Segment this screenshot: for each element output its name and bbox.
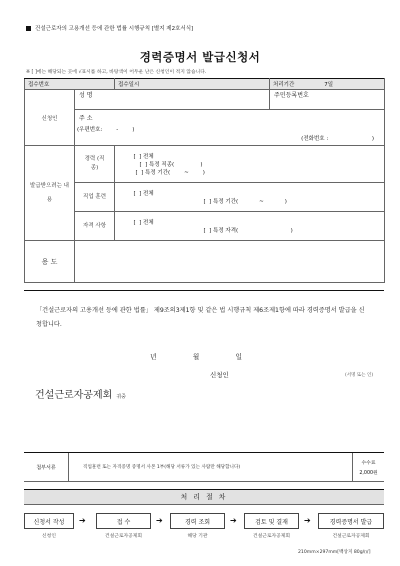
arrow-right-icon: ➔ — [230, 516, 237, 525]
license-options — [115, 212, 385, 241]
name-field[interactable]: 성 명 — [75, 90, 270, 110]
training-options — [115, 183, 385, 212]
issuance-section-label: 발급받으려는 내용 — [25, 146, 75, 241]
application-form-table — [24, 78, 385, 283]
signature-note: (서명 또는 인) — [345, 373, 374, 378]
receipt-number-cell: 접수번호 — [25, 79, 115, 90]
career-all-checkbox[interactable]: [ ] 전체 — [133, 154, 154, 160]
form-header — [26, 24, 193, 32]
career-job-checkbox[interactable]: [ ] 특정 직종( ) — [139, 162, 203, 168]
arrow-right-icon: ➔ — [79, 516, 86, 525]
attachments-label: 첨부서류 — [36, 464, 56, 471]
page-title: 경력증명서 발급신청서 — [139, 50, 261, 64]
processing-period-cell: 처리기간 7일 — [270, 79, 385, 90]
attachments-fee-row — [24, 452, 384, 482]
application-statement: 「건설근로자의 고용개선 등에 관한 법률」 제9조의3제1항 및 같은 법 시행규칙 제6조제1항에 따라 경력증명서 발급을 신청합니다. — [36, 307, 365, 328]
step-receipt: 접 수 — [96, 513, 151, 529]
paper-spec: 210mm×297mm[백상지 80g/㎡] — [298, 550, 371, 555]
step-career-inquiry: 경력 조회 — [170, 513, 225, 529]
square-bullet-icon — [26, 26, 31, 31]
actor-label: 건설근로자공제회 — [104, 534, 143, 539]
license-all-checkbox[interactable]: [ ] 전체 — [133, 220, 154, 226]
career-period-checkbox[interactable]: [ ] 특정 기간( ~ ) — [135, 170, 205, 176]
header-text: 건설근로자의 고용개선 등에 관한 법률 시행규칙 [별지 제2호서식] — [35, 26, 194, 32]
procedure-title: 처 리 절 차 — [24, 489, 384, 505]
step-write-application: 신청서 작성 — [24, 513, 74, 529]
applicant-sign-label: 신청인 — [210, 371, 229, 379]
license-label: 자격 사항 — [75, 212, 115, 241]
body-divider — [24, 290, 384, 291]
training-period-checkbox[interactable]: [ ] 특정 기간( ~ ) — [203, 199, 287, 205]
fee-cell: 수수료 2,000원 — [359, 461, 378, 476]
license-specific-checkbox[interactable]: [ ] 특정 자격( ) — [203, 228, 293, 234]
step-review-approval: 검토 및 결재 — [244, 513, 299, 529]
actor-label: 해당 기관 — [187, 534, 208, 539]
recipient: 건설근로자공제회 귀중 — [35, 390, 126, 401]
resident-number-field[interactable]: 주민등록번호 — [270, 90, 385, 110]
actor-label: 건설근로자공제회 — [332, 534, 370, 539]
actor-label: 신청인 — [42, 534, 56, 539]
step-issue-certificate: 경력증명서 발급 — [318, 513, 384, 529]
date-line: 년 월 일 — [150, 353, 243, 361]
career-options — [115, 146, 385, 183]
purpose-field[interactable] — [75, 241, 385, 283]
training-all-checkbox[interactable]: [ ] 전체 — [133, 191, 154, 197]
arrow-right-icon: ➔ — [156, 516, 163, 525]
form-note: ※ [ ]에는 해당되는 곳에 √표시를 하고, 바탕색이 어두운 난은 신청인이 적지 않습니다. — [26, 70, 207, 75]
attachments-text: 직업훈련 또는 자격증명 증명서 사본 1부(해당 서류가 있는 사람만 해당합니다) — [68, 453, 353, 481]
purpose-label: 용 도 — [25, 241, 75, 283]
arrow-right-icon: ➔ — [304, 516, 311, 525]
training-label: 직업 훈련 — [75, 183, 115, 212]
career-label: 경력 (직종) — [75, 146, 115, 183]
applicant-section-label: 신청인 — [25, 90, 75, 146]
receipt-date-cell: 접수일시 — [115, 79, 270, 90]
actor-label: 건설근로자공제회 — [252, 534, 291, 539]
address-field[interactable]: 주 소 (우편번호: - ) (전화번호 : ) — [75, 110, 385, 146]
